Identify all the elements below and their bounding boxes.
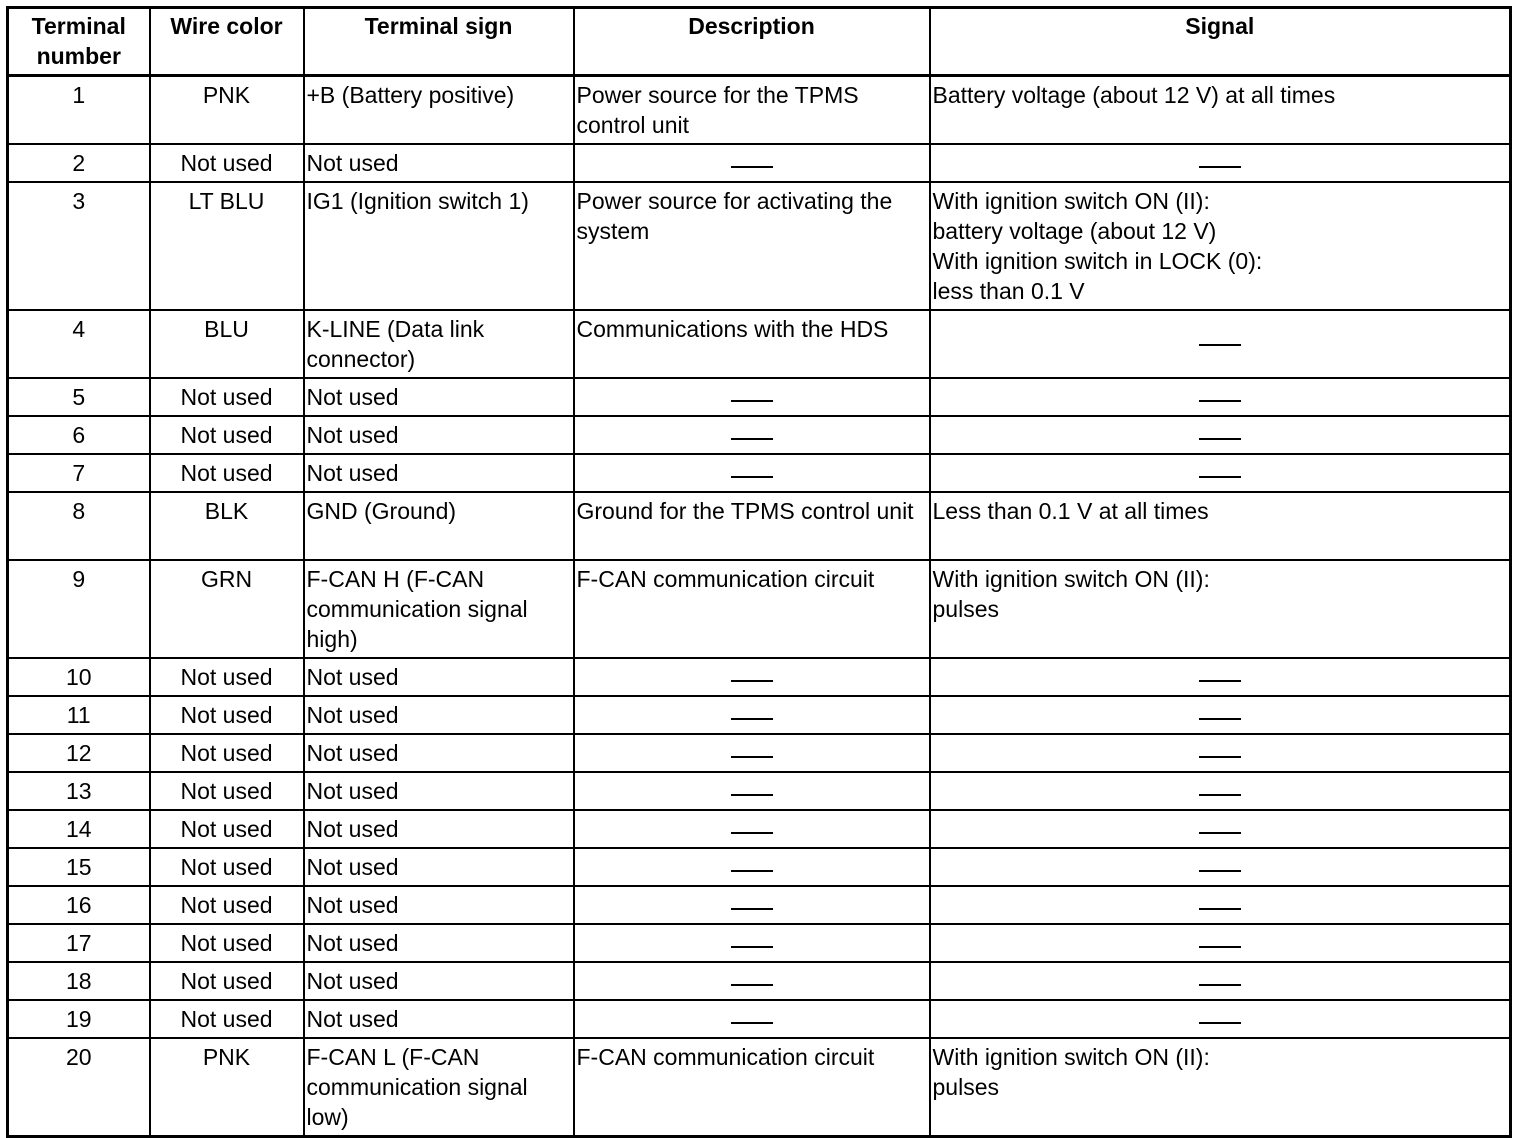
header-terminal-sign: Terminal sign <box>304 8 574 76</box>
empty-dash <box>1199 908 1241 910</box>
wire-color-cell: Not used <box>150 378 304 416</box>
signal-cell <box>930 310 1511 378</box>
description-cell: Power source for activating the system <box>574 182 930 310</box>
signal-cell <box>930 416 1511 454</box>
terminal-sign-cell: Not used <box>304 416 574 454</box>
signal-cell <box>930 560 1511 658</box>
table-body <box>8 76 1511 1137</box>
signal-cell <box>930 76 1511 145</box>
terminal-number-cell: 6 <box>8 416 150 454</box>
terminal-number-cell: 5 <box>8 378 150 416</box>
empty-dash <box>731 166 773 168</box>
empty-dash <box>1199 166 1241 168</box>
table-row <box>8 492 1511 560</box>
empty-dash <box>1199 680 1241 682</box>
terminal-number-cell: 14 <box>8 810 150 848</box>
table-row <box>8 144 1511 182</box>
terminal-sign-cell: GND (Ground) <box>304 492 574 560</box>
wire-color-cell: GRN <box>150 560 304 658</box>
terminal-sign-cell: +B (Battery positive) <box>304 76 574 145</box>
terminal-sign-cell: Not used <box>304 454 574 492</box>
empty-dash <box>731 908 773 910</box>
description-cell <box>574 1000 930 1038</box>
signal-line: battery voltage (about 12 V) <box>932 218 1217 244</box>
terminal-sign-cell: IG1 (Ignition switch 1) <box>304 182 574 310</box>
signal-cell <box>930 734 1511 772</box>
description-cell <box>574 886 930 924</box>
empty-dash <box>731 946 773 948</box>
empty-dash <box>731 400 773 402</box>
wire-color-cell: PNK <box>150 1038 304 1137</box>
table-row <box>8 1038 1511 1137</box>
signal-line: With ignition switch ON (II): <box>932 1044 1210 1070</box>
terminal-sign-cell: Not used <box>304 962 574 1000</box>
signal-line: Battery voltage (about 12 V) at all times <box>932 82 1336 108</box>
empty-dash <box>1199 476 1241 478</box>
signal-cell <box>930 886 1511 924</box>
description-cell <box>574 810 930 848</box>
description-cell <box>574 658 930 696</box>
terminal-number-cell: 9 <box>8 560 150 658</box>
description-cell <box>574 378 930 416</box>
description-cell <box>574 962 930 1000</box>
empty-dash <box>1199 718 1241 720</box>
description-cell: F-CAN communication circuit <box>574 560 930 658</box>
signal-line: With ignition switch ON (II): <box>932 566 1210 592</box>
description-cell <box>574 454 930 492</box>
empty-dash <box>731 870 773 872</box>
description-cell <box>574 416 930 454</box>
table-row <box>8 848 1511 886</box>
signal-cell <box>930 696 1511 734</box>
signal-cell <box>930 848 1511 886</box>
table-row <box>8 962 1511 1000</box>
terminal-sign-cell: Not used <box>304 810 574 848</box>
table-row <box>8 76 1511 145</box>
signal-cell <box>930 1000 1511 1038</box>
wire-color-cell: BLU <box>150 310 304 378</box>
wire-color-cell: BLK <box>150 492 304 560</box>
terminal-sign-cell: Not used <box>304 924 574 962</box>
empty-dash <box>1199 870 1241 872</box>
table-row <box>8 696 1511 734</box>
table-row <box>8 416 1511 454</box>
terminal-number-cell: 4 <box>8 310 150 378</box>
signal-cell <box>930 492 1511 560</box>
signal-cell <box>930 962 1511 1000</box>
signal-cell <box>930 144 1511 182</box>
terminal-number-cell: 18 <box>8 962 150 1000</box>
wire-color-cell: Not used <box>150 962 304 1000</box>
terminal-number-cell: 1 <box>8 76 150 145</box>
signal-line: pulses <box>932 596 999 622</box>
wire-color-cell: Not used <box>150 848 304 886</box>
terminal-number-cell: 20 <box>8 1038 150 1137</box>
wire-color-cell: PNK <box>150 76 304 145</box>
terminal-number-cell: 2 <box>8 144 150 182</box>
signal-line: Less than 0.1 V at all times <box>932 498 1209 524</box>
header-description: Description <box>574 8 930 76</box>
terminal-number-cell: 11 <box>8 696 150 734</box>
wire-color-cell: LT BLU <box>150 182 304 310</box>
empty-dash <box>1199 832 1241 834</box>
empty-dash <box>1199 794 1241 796</box>
header-terminal-number: Terminal number <box>8 8 150 76</box>
header-signal: Signal <box>930 8 1511 76</box>
table-row <box>8 810 1511 848</box>
terminal-sign-cell: F-CAN L (F-CAN communication signal low) <box>304 1038 574 1137</box>
empty-dash <box>731 718 773 720</box>
terminal-sign-cell: Not used <box>304 378 574 416</box>
terminal-number-cell: 16 <box>8 886 150 924</box>
terminal-sign-cell: Not used <box>304 696 574 734</box>
description-cell <box>574 924 930 962</box>
terminal-sign-cell: K-LINE (Data link connector) <box>304 310 574 378</box>
terminal-number-cell: 13 <box>8 772 150 810</box>
terminal-number-cell: 17 <box>8 924 150 962</box>
wire-color-cell: Not used <box>150 886 304 924</box>
wire-color-cell: Not used <box>150 810 304 848</box>
wire-color-cell: Not used <box>150 416 304 454</box>
empty-dash <box>731 794 773 796</box>
table-header <box>8 8 1511 76</box>
wire-color-cell: Not used <box>150 924 304 962</box>
description-cell <box>574 848 930 886</box>
wire-color-cell: Not used <box>150 734 304 772</box>
wire-color-cell: Not used <box>150 1000 304 1038</box>
signal-line: With ignition switch ON (II): <box>932 188 1210 214</box>
terminal-sign-cell: Not used <box>304 772 574 810</box>
wire-color-cell: Not used <box>150 454 304 492</box>
table-row <box>8 772 1511 810</box>
table-row <box>8 886 1511 924</box>
signal-cell <box>930 810 1511 848</box>
wire-color-cell: Not used <box>150 658 304 696</box>
empty-dash <box>731 984 773 986</box>
empty-dash <box>1199 984 1241 986</box>
table-row <box>8 454 1511 492</box>
table-row <box>8 734 1511 772</box>
signal-cell <box>930 1038 1511 1137</box>
description-cell <box>574 734 930 772</box>
terminal-number-cell: 8 <box>8 492 150 560</box>
empty-dash <box>1199 756 1241 758</box>
table-row <box>8 658 1511 696</box>
signal-cell <box>930 454 1511 492</box>
description-cell: Power source for the TPMS control unit <box>574 76 930 145</box>
description-cell: F-CAN communication circuit <box>574 1038 930 1137</box>
table-row <box>8 560 1511 658</box>
description-cell <box>574 144 930 182</box>
terminal-number-cell: 15 <box>8 848 150 886</box>
terminal-sign-cell: Not used <box>304 658 574 696</box>
description-cell: Ground for the TPMS control unit <box>574 492 930 560</box>
signal-cell <box>930 378 1511 416</box>
wire-color-cell: Not used <box>150 772 304 810</box>
empty-dash <box>731 438 773 440</box>
empty-dash <box>731 756 773 758</box>
empty-dash <box>731 680 773 682</box>
description-cell: Communications with the HDS <box>574 310 930 378</box>
description-cell <box>574 696 930 734</box>
signal-cell <box>930 658 1511 696</box>
wire-color-cell: Not used <box>150 696 304 734</box>
terminal-table <box>6 6 1512 1138</box>
description-cell <box>574 772 930 810</box>
terminal-sign-cell: Not used <box>304 848 574 886</box>
empty-dash <box>1199 1022 1241 1024</box>
terminal-number-cell: 10 <box>8 658 150 696</box>
terminal-number-cell: 12 <box>8 734 150 772</box>
signal-cell <box>930 182 1511 310</box>
table-row <box>8 1000 1511 1038</box>
terminal-number-cell: 19 <box>8 1000 150 1038</box>
table-row <box>8 378 1511 416</box>
signal-cell <box>930 924 1511 962</box>
terminal-sign-cell: Not used <box>304 886 574 924</box>
terminal-number-cell: 7 <box>8 454 150 492</box>
empty-dash <box>1199 344 1241 346</box>
empty-dash <box>1199 946 1241 948</box>
terminal-sign-cell: F-CAN H (F-CAN communication signal high) <box>304 560 574 658</box>
empty-dash <box>731 832 773 834</box>
header-wire-color: Wire color <box>150 8 304 76</box>
signal-cell <box>930 772 1511 810</box>
signal-line: With ignition switch in LOCK (0): <box>932 248 1263 274</box>
terminal-sign-cell: Not used <box>304 1000 574 1038</box>
empty-dash <box>731 476 773 478</box>
terminal-sign-cell: Not used <box>304 144 574 182</box>
terminal-sign-cell: Not used <box>304 734 574 772</box>
empty-dash <box>731 1022 773 1024</box>
signal-line: less than 0.1 V <box>932 278 1085 304</box>
table-row <box>8 924 1511 962</box>
terminal-number-cell: 3 <box>8 182 150 310</box>
wire-color-cell: Not used <box>150 144 304 182</box>
empty-dash <box>1199 438 1241 440</box>
table-row <box>8 310 1511 378</box>
signal-line: pulses <box>932 1074 999 1100</box>
empty-dash <box>1199 400 1241 402</box>
table-row <box>8 182 1511 310</box>
